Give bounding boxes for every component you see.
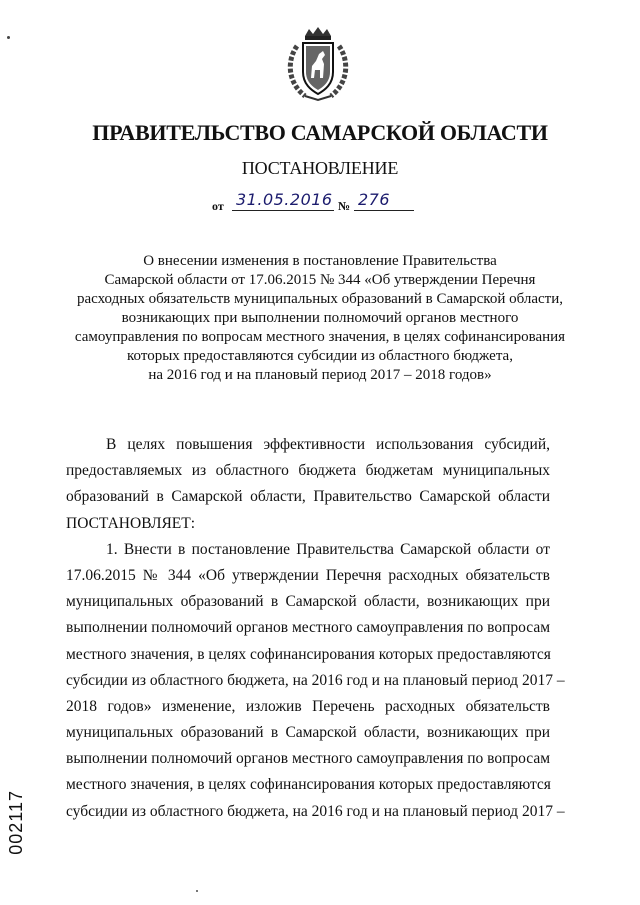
body-line: В целях повышения эффективности использования субсидий,: [106, 436, 550, 453]
document-subject: [60, 252, 580, 385]
government-title: ПРАВИТЕЛЬСТВО САМАРСКОЙ ОБЛАСТИ: [92, 120, 548, 145]
document-body: [66, 432, 565, 825]
body-line: местного значения, в целях софинансирования которых предоставляются: [66, 776, 551, 794]
side-serial-number: 002117: [6, 790, 26, 855]
body-line: предоставляемых из областного бюджета бюджетам муниципальных: [66, 462, 550, 480]
number-label: №: [338, 199, 351, 213]
document-type: ПОСТАНОВЛЕНИЕ: [241, 158, 399, 178]
number-underline: [354, 210, 414, 211]
body-line: субсидии из областного бюджета, на 2016 год и на плановый период 2017 –: [66, 671, 565, 689]
body-line: субсидии из областного бюджета, на 2016 год и на плановый период 2017 –: [66, 802, 565, 820]
date-underline: [232, 210, 334, 211]
subject-line: возникающих при выполнении полномочий органов местного: [121, 310, 519, 326]
samara-coat-of-arms-icon: [283, 26, 353, 102]
subject-line: самоуправления по вопросам местного значения, в целях софинансирования: [74, 329, 566, 345]
scan-speck: [7, 36, 10, 39]
body-line: 1. Внести в постановление Правительства Самарской области от: [106, 540, 550, 558]
subject-line: О внесении изменения в постановление Правительства: [143, 253, 497, 269]
body-line: 17.06.2015 № 344 «Об утверждении Перечня расходных обязательств: [66, 566, 550, 584]
body-line: образований в Самарской области, Правительство Самарской области: [66, 488, 550, 506]
scan-speck: [196, 890, 198, 892]
body-line: выполнении полномочий органов местного самоуправления по вопросам: [66, 619, 551, 637]
subject-line: которых предоставляются субсидии из областного бюджета,: [127, 348, 513, 364]
body-line: местного значения, в целях софинансирования которых предоставляются: [66, 645, 551, 663]
date-number-line: [212, 190, 432, 214]
body-line: 2018 годов» изменение, изложив Перечень расходных обязательств: [66, 697, 550, 715]
body-line: выполнении полномочий органов местного самоуправления по вопросам: [66, 750, 551, 768]
from-label: от: [212, 199, 224, 213]
body-line: муниципальных образований в Самарской области, возникающих при: [66, 593, 550, 611]
body-line: ПОСТАНОВЛЯЕТ:: [66, 514, 196, 532]
subject-line: на 2016 год и на плановый период 2017 – 2018 годов»: [148, 367, 492, 383]
document-number: 276: [358, 190, 391, 209]
body-line: муниципальных образований в Самарской области, возникающих при: [66, 724, 550, 742]
subject-line: расходных обязательств муниципальных образований в Самарской области,: [76, 291, 564, 307]
subject-line: Самарской области от 17.06.2015 № 344 «Об утверждении Перечня: [104, 272, 536, 288]
document-date: 31.05.2016: [236, 190, 333, 209]
